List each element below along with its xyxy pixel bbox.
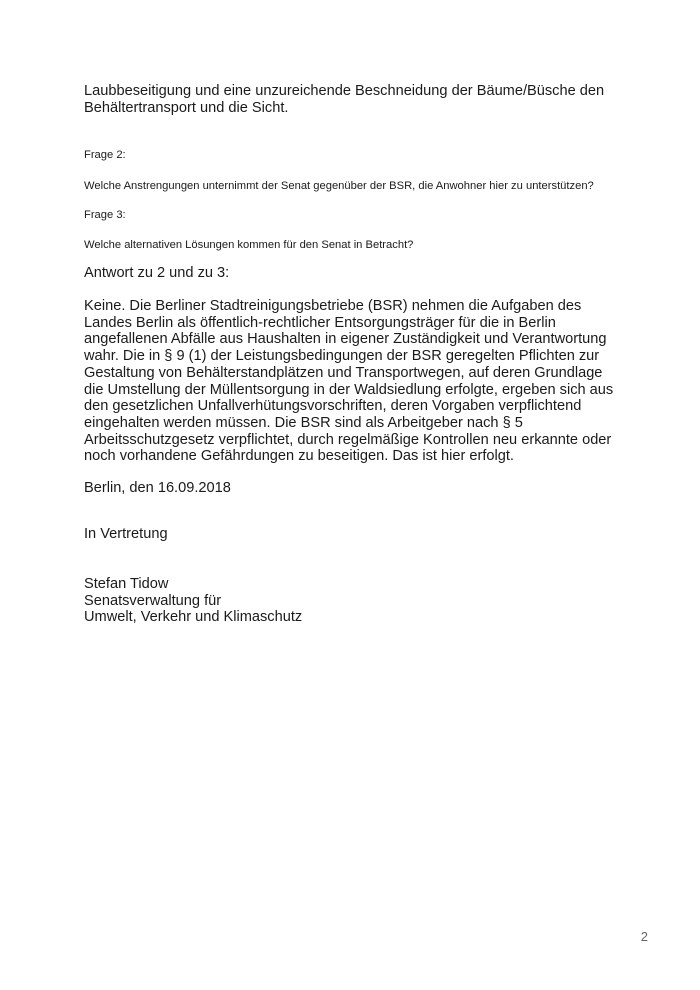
intro-paragraph: [84, 83, 604, 116]
date-line: Berlin, den 16.09.2018: [84, 480, 231, 496]
page-number: 2: [640, 929, 648, 944]
answer-line: noch vorhandene Gefährdungen zu beseitigen. Das ist hier erfolgt.: [84, 448, 514, 465]
answer-line: angefallenen Abfälle aus Haushalten in eigener Zuständigkeit und Verantwortung: [84, 331, 607, 348]
answer-line: Gestaltung von Behälterstandplätzen und Transportwegen, auf deren Grundlage: [84, 364, 603, 381]
answer-heading: Antwort zu 2 und zu 3:: [84, 265, 230, 281]
signatory-office: Senatsverwaltung für: [84, 592, 222, 609]
question-2-label: Frage 2:: [84, 149, 126, 161]
question-3-text: Welche alternativen Lösungen kommen für den Senat in Betracht?: [84, 239, 414, 251]
signatory-name: Stefan Tidow: [84, 576, 169, 592]
answer-line: wahr. Die in § 9 (1) der Leistungsbedingungen der BSR geregelten Pflichten zur: [84, 348, 600, 365]
signatory-department: Umwelt, Verkehr und Klimaschutz: [84, 609, 303, 626]
intro-line: Behältertransport und die Sicht.: [84, 99, 289, 116]
answer-line: Keine. Die Berliner Stadtreinigungsbetriebe (BSR) nehmen die Aufgaben des: [84, 298, 582, 314]
answer-line: Landes Berlin als öffentlich-rechtlicher Entsorgungsträger für die in Berlin: [84, 314, 556, 331]
answer-line: Arbeitsschutzgesetz verpflichtet, durch regelmäßige Kontrollen neu erkannte oder: [84, 431, 612, 448]
answer-line: den gesetzlichen Unfallverhütungsvorschriften, deren Vorgaben verpflichtend: [84, 398, 582, 415]
intro-line: Laubbeseitigung und eine unzureichende Beschneidung der Bäume/Büsche den: [84, 83, 605, 99]
answer-paragraph: [84, 298, 613, 465]
question-3-label: Frage 3:: [84, 209, 126, 221]
signature-block: [84, 576, 302, 626]
answer-line: eingehalten werden müssen. Die BSR sind als Arbeitgeber nach § 5: [84, 414, 523, 431]
question-2-text: Welche Anstrengungen unternimmt der Senat gegenüber der BSR, die Anwohner hier zu unterstützen?: [84, 180, 594, 192]
representation-note: In Vertretung: [84, 526, 168, 542]
answer-line: die Umstellung der Müllentsorgung in der Waldsiedlung erfolgte, ergeben sich aus: [84, 381, 614, 398]
